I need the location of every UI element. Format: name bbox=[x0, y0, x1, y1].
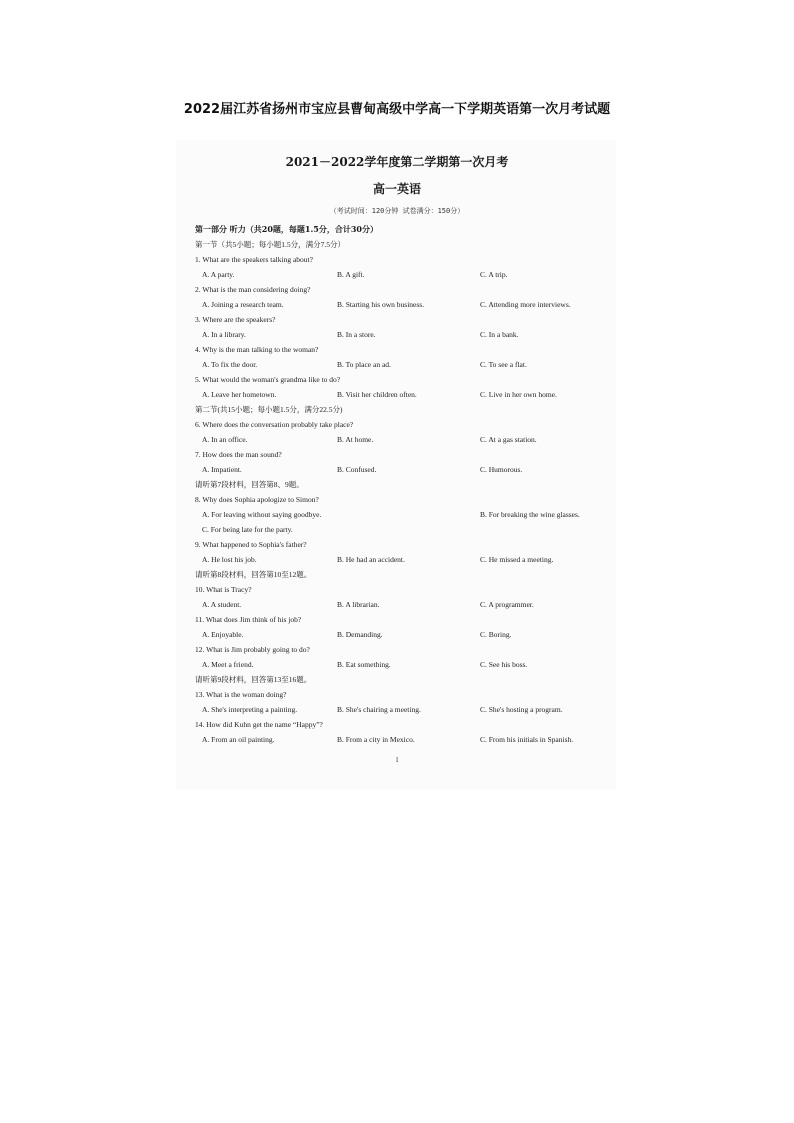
option-c: C. Boring. bbox=[480, 630, 512, 639]
option-b: B. To place an ad. bbox=[337, 360, 391, 369]
option-a: A. Joining a research team. bbox=[202, 300, 284, 309]
option-b: B. At home. bbox=[337, 435, 374, 444]
option-c: C. See his boss. bbox=[480, 660, 528, 669]
options-row bbox=[195, 630, 615, 645]
option-c: C. Attending more interviews. bbox=[480, 300, 571, 309]
option-a: A. From an oil painting. bbox=[202, 735, 275, 744]
question-line: 请听第9段材料，回答第13至16题。 bbox=[195, 675, 312, 684]
part1-title: 第一部分 听力（共20题，每题1.5分，合计30分） bbox=[195, 224, 378, 234]
question-line: 第二节(共15小题；每小题1.5分，满分22.5分) bbox=[195, 405, 343, 414]
question-line: 3. Where are the speakers? bbox=[195, 315, 276, 324]
question-line: 请听第8段材料，回答第10至12题。 bbox=[195, 570, 312, 579]
option-a: A. To fix the door. bbox=[202, 360, 258, 369]
options-row bbox=[195, 435, 615, 450]
option-c: C. At a gas station. bbox=[480, 435, 537, 444]
option-b: B. From a city in Mexico. bbox=[337, 735, 415, 744]
page-number: 1 bbox=[395, 756, 399, 764]
option-b: B. Demanding. bbox=[337, 630, 383, 639]
document-title: 2022届江苏省扬州市宝应县曹甸高级中学高一下学期英语第一次月考试题 bbox=[183, 102, 611, 117]
option-b: B. Eat something. bbox=[337, 660, 391, 669]
option-a: A. He lost his job. bbox=[202, 555, 257, 564]
option-c: C. From his initials in Spanish. bbox=[480, 735, 574, 744]
question-line: 4. Why is the man talking to the woman? bbox=[195, 345, 319, 354]
question-list bbox=[195, 240, 615, 750]
question-line: 12. What is Jim probably going to do? bbox=[195, 645, 310, 654]
options-row bbox=[195, 555, 615, 570]
options-row bbox=[195, 600, 615, 615]
question-line: 1. What are the speakers talking about? bbox=[195, 255, 313, 264]
question-line: 请听第7段材料，回答第8、9题。 bbox=[195, 480, 304, 489]
question-line: 5. What would the woman's grandma like to do? bbox=[195, 375, 341, 384]
options-row bbox=[195, 330, 615, 345]
question-line: 8. Why does Sophia apologize to Simon? bbox=[195, 495, 319, 504]
option-a: A. For leaving without saying goodbye. bbox=[202, 510, 322, 519]
option-c: C. Humorous. bbox=[480, 465, 523, 474]
option-c: C. He missed a meeting. bbox=[480, 555, 554, 564]
option-a: C. For being late for the party. bbox=[202, 525, 293, 534]
options-row bbox=[195, 465, 615, 480]
option-c: C. A programmer. bbox=[480, 600, 534, 609]
options-row bbox=[195, 525, 615, 540]
exam-meta: （考试时间：120分钟 试卷满分：150分） bbox=[329, 207, 465, 215]
options-row bbox=[195, 390, 615, 405]
option-c: C. Live in her own home. bbox=[480, 390, 557, 399]
option-b: B. Visit her children often. bbox=[337, 390, 417, 399]
option-a: A. A party. bbox=[202, 270, 235, 279]
exam-subject: 高一英语 bbox=[372, 182, 421, 196]
option-c: B. For breaking the wine glasses. bbox=[480, 510, 580, 519]
exam-header: 2021－2022学年度第二学期第一次月考 bbox=[285, 155, 509, 169]
options-row bbox=[195, 300, 615, 315]
options-row bbox=[195, 360, 615, 375]
option-c: C. In a bank. bbox=[480, 330, 519, 339]
option-a: A. In an office. bbox=[202, 435, 248, 444]
options-row bbox=[195, 735, 615, 750]
option-b: B. She's chairing a meeting. bbox=[337, 705, 421, 714]
question-line: 2. What is the man considering doing? bbox=[195, 285, 311, 294]
options-row bbox=[195, 270, 615, 285]
option-a: A. Enjoyable. bbox=[202, 630, 244, 639]
option-a: A. Leave her hometown. bbox=[202, 390, 277, 399]
option-b: B. He had an accident. bbox=[337, 555, 405, 564]
option-b: B. Confused. bbox=[337, 465, 377, 474]
option-a: A. Meet a friend. bbox=[202, 660, 254, 669]
question-line: 13. What is the woman doing? bbox=[195, 690, 287, 699]
options-row bbox=[195, 660, 615, 675]
question-line: 10. What is Tracy? bbox=[195, 585, 252, 594]
question-line: 7. How does the man sound? bbox=[195, 450, 282, 459]
option-c: C. To see a flat. bbox=[480, 360, 527, 369]
question-line: 11. What does Jim think of his job? bbox=[195, 615, 302, 624]
option-c: C. A trip. bbox=[480, 270, 508, 279]
option-b: B. A librarian. bbox=[337, 600, 380, 609]
option-c: C. She's hosting a program. bbox=[480, 705, 563, 714]
option-a: A. She's interpreting a painting. bbox=[202, 705, 298, 714]
question-line: 第一节（共5小题；每小题1.5分，满分7.5分） bbox=[195, 240, 345, 249]
question-line: 6. Where does the conversation probably take place? bbox=[195, 420, 354, 429]
question-line: 9. What happened to Sophia's father? bbox=[195, 540, 307, 549]
option-b: B. A gift. bbox=[337, 270, 365, 279]
option-a: A. Impatient. bbox=[202, 465, 242, 474]
options-row bbox=[195, 510, 615, 525]
option-a: A. In a library. bbox=[202, 330, 246, 339]
question-line: 14. How did Kuhn get the name “Happy”? bbox=[195, 720, 323, 729]
option-a: A. A student. bbox=[202, 600, 242, 609]
options-row bbox=[195, 705, 615, 720]
option-b: B. Starting his own business. bbox=[337, 300, 425, 309]
option-b: B. In a store. bbox=[337, 330, 376, 339]
